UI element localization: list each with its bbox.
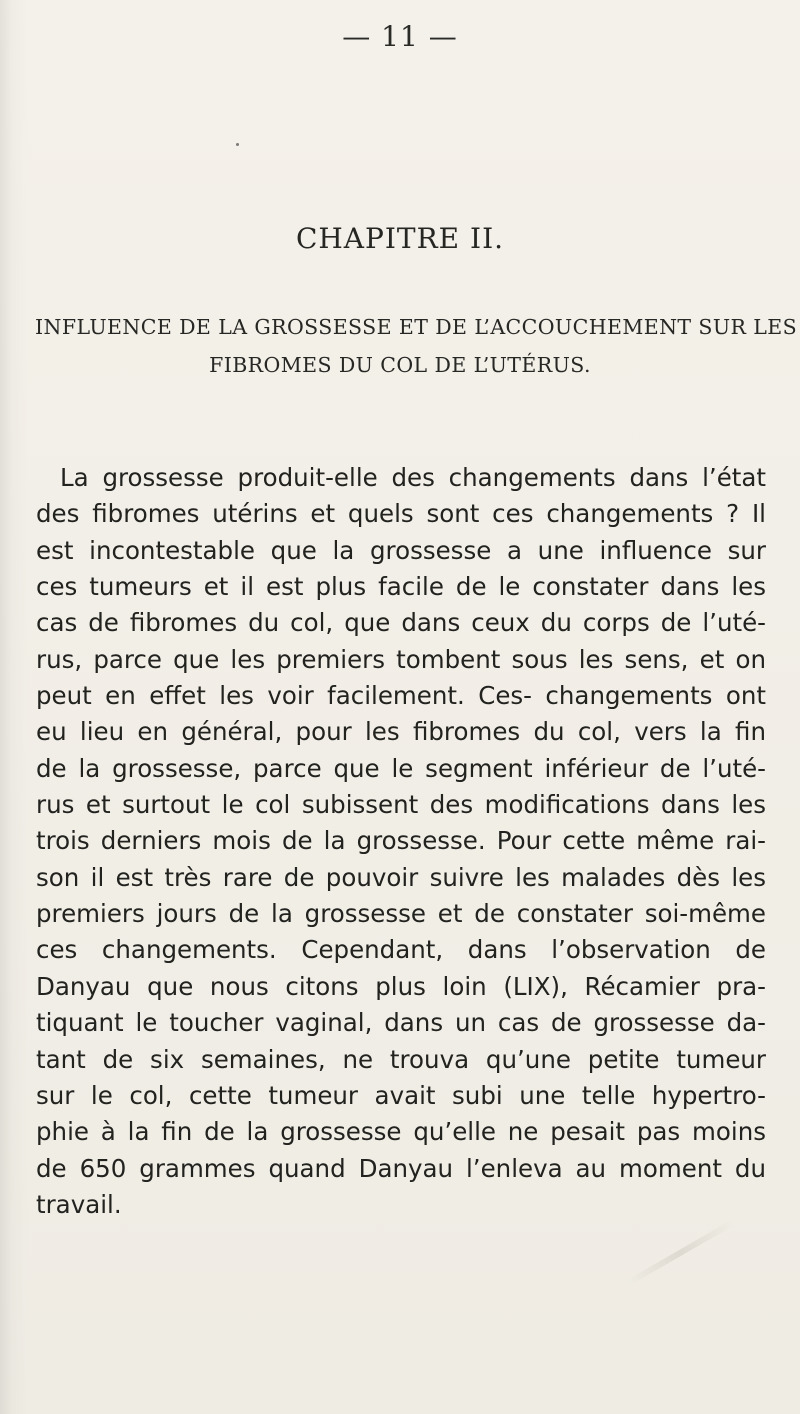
text-line: peut en effet les voir facilement. Ces- changements ont (36, 681, 766, 711)
text-line: tiquant le toucher vaginal, dans un cas de grossesse da- (36, 1008, 766, 1038)
text-line: est incontestable que la grossesse a une influence sur (36, 535, 766, 565)
paper-streak (627, 1220, 734, 1285)
ink-speck (236, 143, 239, 146)
page-number: — 11 — (342, 20, 458, 53)
subtitle-line: INFLUENCE DE LA GROSSESSE ET DE L’ACCOUCHEMENT SUR LES (35, 315, 798, 339)
text-line: rus et surtout le col subissent des modifications dans les (36, 790, 766, 820)
text-line: premiers jours de la grossesse et de constater soi-même (36, 899, 766, 929)
text-line: sur le col, cette tumeur avait subi une telle hypertro- (36, 1080, 766, 1110)
text-line: rus, parce que les premiers tombent sous les sens, et on (36, 644, 766, 674)
text-line: son il est très rare de pouvoir suivre les malades dès les (36, 862, 766, 892)
text-line: des fibromes utérins et quels sont ces changements ? Il (36, 499, 766, 529)
text-line: eu lieu en général, pour les fibromes du col, vers la fin (36, 717, 766, 747)
text-line: Danyau que nous citons plus loin (LIX), Récamier pra- (36, 971, 766, 1001)
body-paragraph (36, 460, 766, 1223)
subtitle-line: FIBROMES DU COL DE L’UTÉRUS. (209, 353, 591, 377)
text-line: ces tumeurs et il est plus facile de le constater dans les (36, 572, 766, 602)
chapter-subtitle (35, 308, 798, 384)
text-line: phie à la fin de la grossesse qu’elle ne pesait pas moins (36, 1117, 766, 1147)
text-line: de la grossesse, parce que le segment inférieur de l’uté- (36, 753, 766, 783)
text-line: ces changements. Cependant, dans l’observation de (36, 935, 766, 965)
text-line: trois derniers mois de la grossesse. Pour cette même rai- (36, 826, 766, 856)
text-line: de 650 grammes quand Danyau l’enleva au moment du (36, 1153, 766, 1183)
text-line: travail. (36, 1189, 122, 1219)
text-line: La grossesse produit-elle des changements dans l’état (60, 463, 766, 492)
text-line: tant de six semaines, ne trouva qu’une petite tumeur (36, 1044, 766, 1074)
text-line: cas de fibromes du col, que dans ceux du corps de l’uté- (36, 608, 766, 638)
chapter-title: CHAPITRE II. (295, 222, 505, 255)
